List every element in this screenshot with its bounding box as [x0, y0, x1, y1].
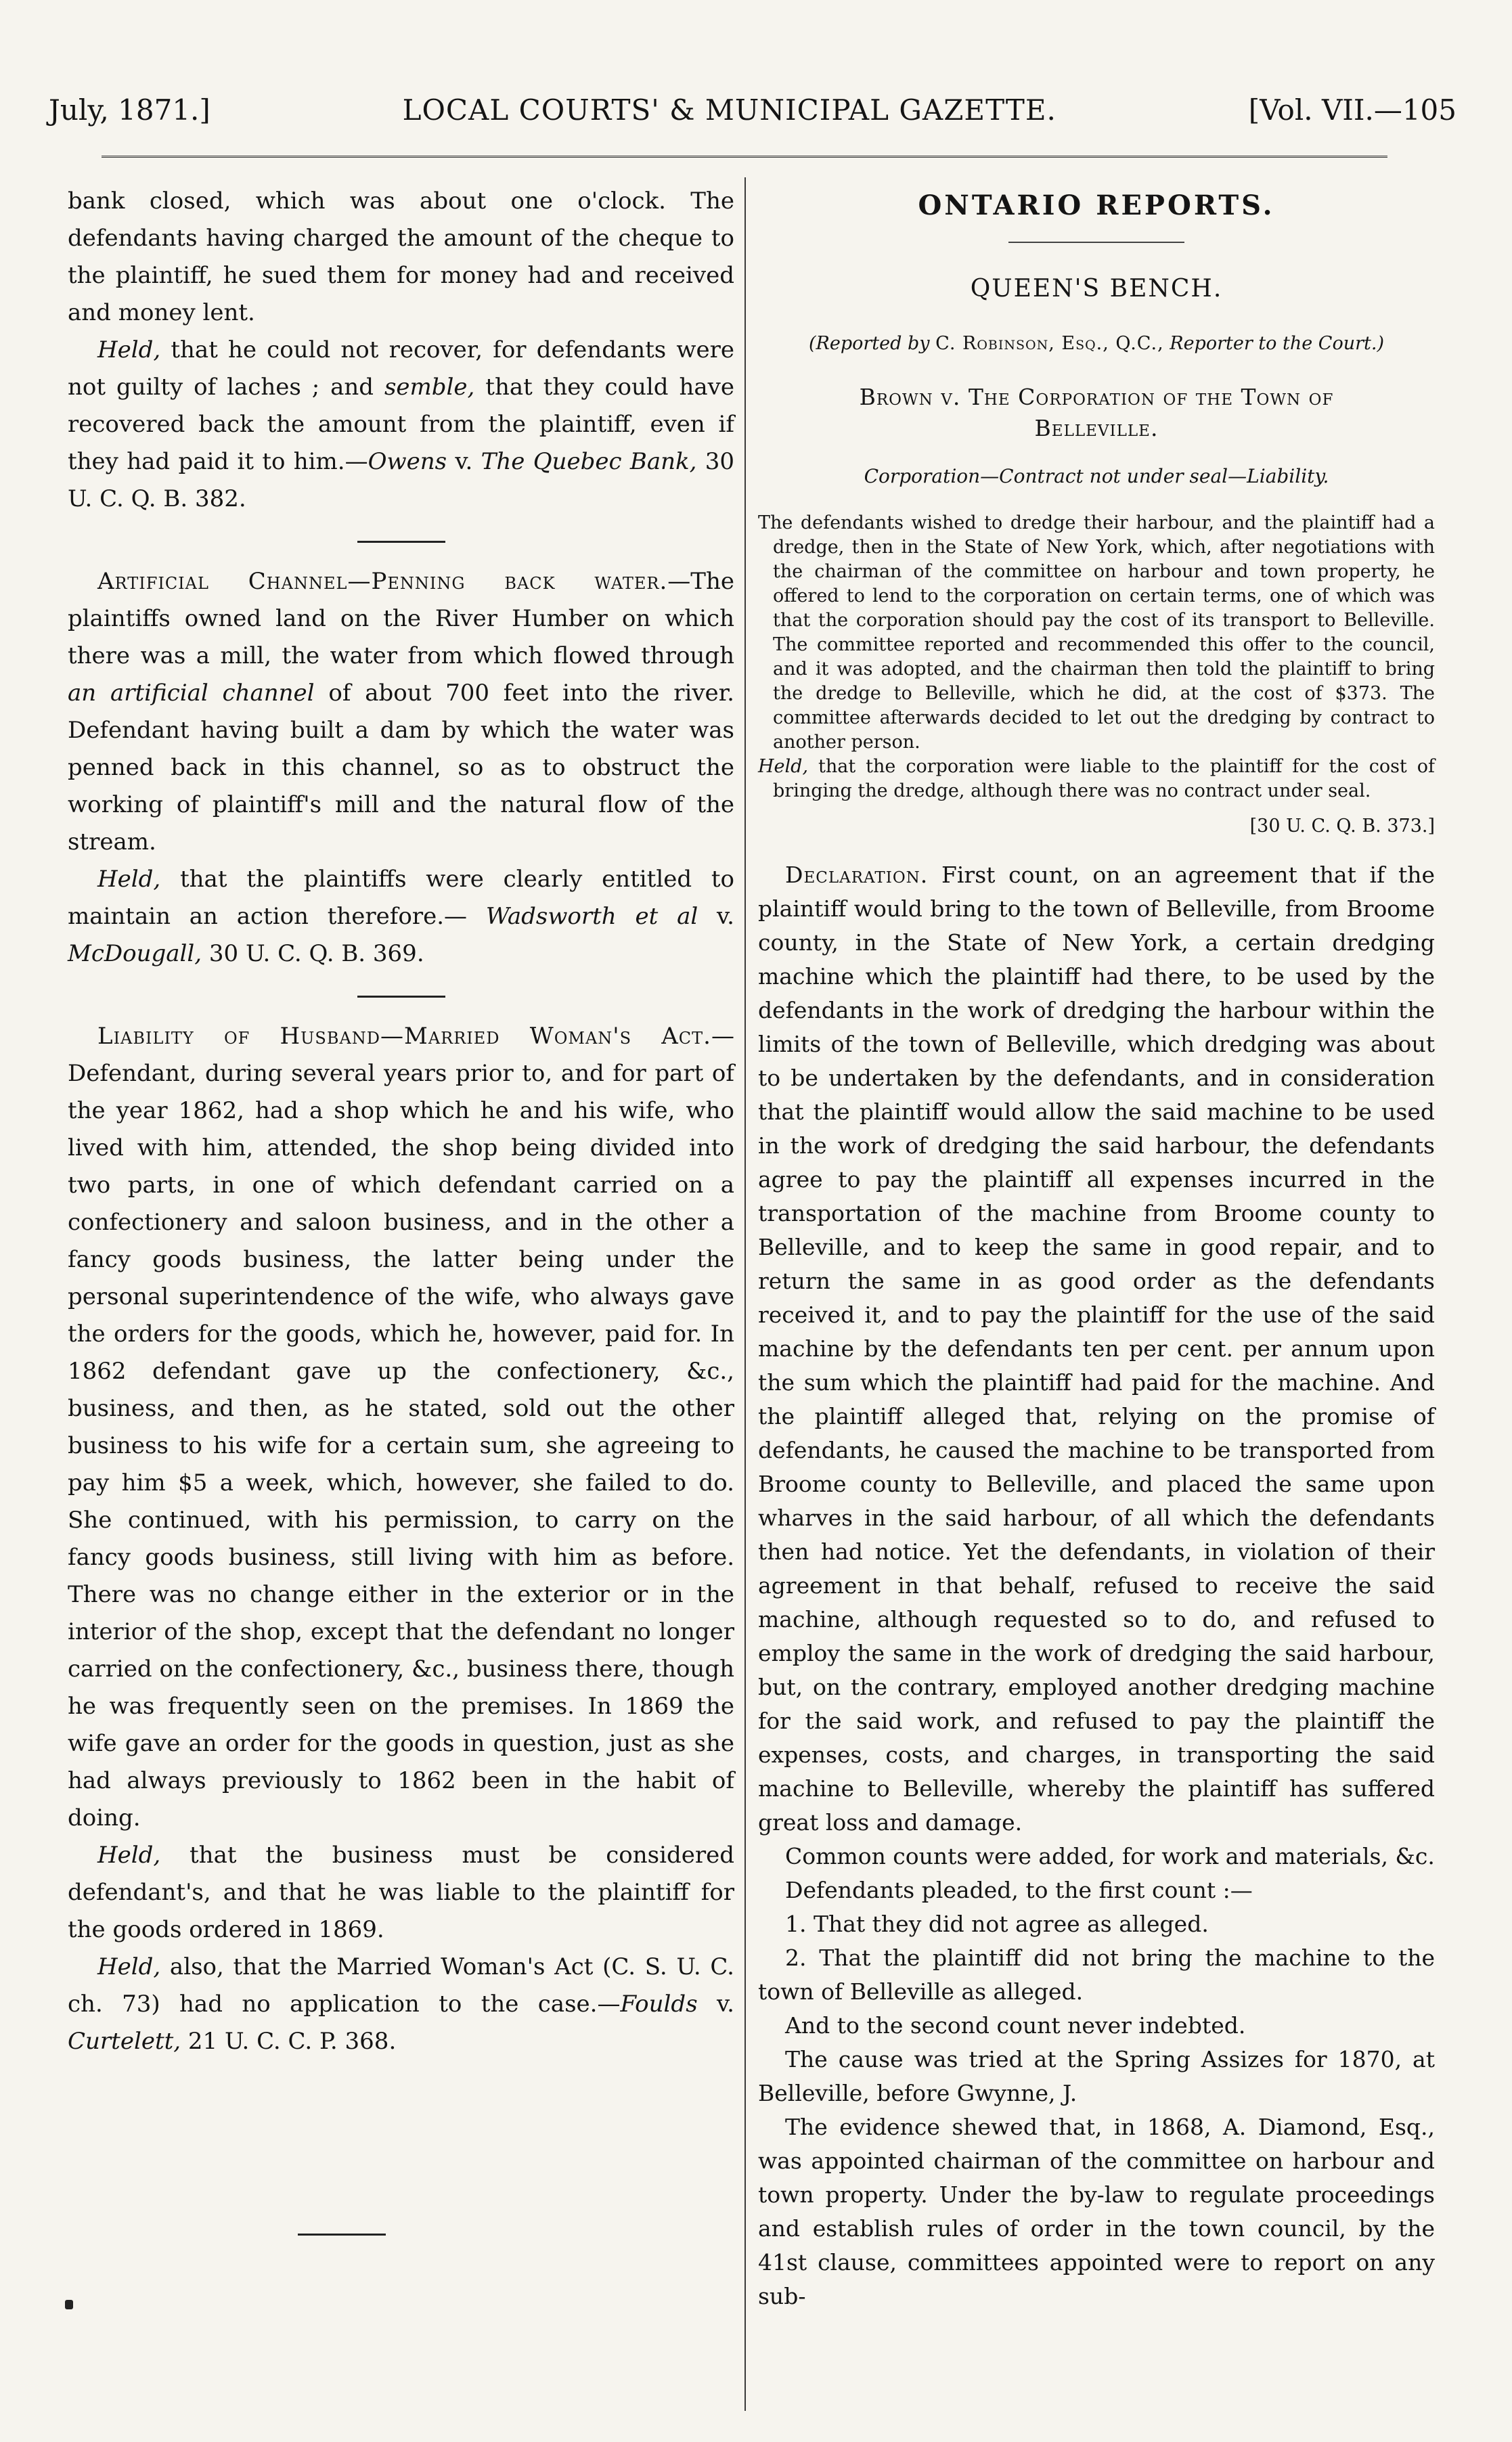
evidence-paragraph: The evidence shewed that, in 1868, A. Diamond, Esq., was appointed chairman of the committee on harbour and town property. Under the by-law to regulate proceedings and establish rules of order in the town council, by the 41st clause, committees appointed were to report on any sub- — [758, 2114, 1435, 2309]
held-label: Held, — [97, 336, 161, 363]
case-citation: 30 U. C. Q. B. 382. — [68, 448, 734, 512]
emphasis-text: an artificial channel — [68, 680, 315, 707]
left-s2-text-a: —The plaintiffs owned land on the River Humber on which there was a mill, the water from which flowed through — [68, 568, 734, 669]
case-title-line-1: Brown v. The Corporation of the Town of — [859, 384, 1334, 410]
section-rule — [357, 996, 445, 998]
judgment-body — [758, 858, 1435, 2313]
reporter-text-b: Reporter to the Court.) — [1163, 333, 1384, 354]
case-name: Wadsworth et al — [485, 903, 698, 930]
header-rule — [102, 156, 1387, 158]
left-s3-text-c: also, that the Married Woman's Act (C. S. U. C. ch. 73) had no application to the case.— — [68, 1953, 734, 2018]
left-section-3-held-2 — [68, 1949, 734, 2060]
held-label: Held, — [97, 1842, 161, 1869]
case-name-2: Curtelett, — [68, 2028, 181, 2055]
head-note-2-text: that the corporation were liable to the plaintiff for the cost of bringing the dredge, although there was no contract under seal. — [773, 756, 1435, 801]
case-v: v. — [698, 903, 734, 930]
left-s2-text-b: of about 700 feet into the river. Defendant having built a dam by which the water was penned back in this channel, so as to obstruct the working of plaintiff's mill and the natural flow of the stream. — [68, 680, 734, 856]
declaration-text: First count, on an agreement that if the plaintiff would bring to the town of Belleville, from Broome county, in the State of New York, a certain dredging machine which the plaintiff had there, to be used by the defendants in the work of dredging the harbour within the limits of the town of Belleville, which dredging was about to be undertaken by the defendants, and in consideration that the plaintiff would allow the said machine to be used in the work of dredging the said harbour, the defendants agree to pay the plaintiff all expenses incurred in the transportation of the machine from Broome county to Belleville, and to keep the same in good repair, and to return the same in as good order as the defendants received it, and to pay the plaintiff for the use of the said machine by the defendants ten per cent. per annum upon the sum which the plaintiff had paid for the machine. And the plaintiff alleged that, relying on the promise of defendants, he caused the machine to be transported from Broome county to Belleville, and placed the same upon wharves in the said harbour, of all which the defendants then had notice. Yet the defendants, in violation of their agreement in that behalf, refused to receive the said machine, although requested so to do, and refused to employ the same in the work of dredging the said harbour, but, on the contrary, employed another dredging machine for the said work, and refused to pay the plaintiff the expenses, costs, and charges, in transporting the said machine to Belleville, whereby the plaintiff has suffered great loss and damage. — [758, 862, 1435, 1836]
court-name: QUEEN'S BENCH. — [970, 275, 1223, 303]
common-counts: Common counts were added, for work and materials, &c. — [785, 1843, 1435, 1869]
section-heading: Liability of Husband—Married Woman's Act. — [97, 1023, 711, 1050]
left-s3-text-b: that the business must be considered defendant's, and that he was liable to the plaintiff for the goods ordered in 1869. — [68, 1842, 734, 1943]
case-name: Owens — [368, 448, 447, 475]
left-section-3 — [68, 1018, 734, 1837]
header-title: LOCAL COURTS' & MUNICIPAL GAZETTE. — [402, 93, 1057, 127]
column-divider — [744, 177, 746, 2411]
left-s3-text-a: —Defendant, during several years prior to, and for part of the year 1862, had a shop which he and his wife, who lived with him, attended, the shop being divided into two parts, in one of which defendant carried on a confectionery and saloon business, and in the other a fancy goods business, the latter being under the personal superintendence of the wife, who always gave the orders for the goods, which he, however, paid for. In 1862 defendant gave up the confectionery, &c., business, and then, as he stated, sold out the other business to his wife for a certain sum, she agreeing to pay him $5 a week, which, however, she failed to do. She continued, with his permission, to carry on the fancy goods business, still living with him as before. There was no change either in the exterior or in the interior of the shop, except that the defendant no longer carried on the confectionery, &c., business there, though he was frequently seen on the premises. In 1869 the wife gave an order for the goods in question, just as she had always previously to 1862 been in the habit of doing. — [68, 1023, 734, 1832]
case-v: v. — [447, 448, 481, 475]
trial-note: The cause was tried at the Spring Assizes for 1870, at Belleville, before Gwynne, J. — [758, 2046, 1435, 2106]
left-column — [68, 183, 734, 2060]
case-title — [758, 382, 1435, 444]
page-header — [49, 93, 1457, 154]
declaration — [758, 858, 1435, 1840]
case-citation: 30 U. C. Q. B. 369. — [202, 940, 424, 967]
title-rule — [1008, 242, 1184, 243]
case-title-line-2: Belleville. — [1034, 415, 1159, 441]
case-name-2: The Quebec Bank, — [481, 448, 697, 475]
case-citation: 21 U. C. C. P. 368. — [181, 2028, 397, 2055]
plea-1: 1. That they did not agree as alleged. — [785, 1911, 1209, 1937]
left-section-3-held-1 — [68, 1837, 734, 1949]
right-column — [758, 183, 1435, 2313]
section-title: ONTARIO REPORTS. — [918, 190, 1275, 221]
held-label: Held, — [97, 866, 161, 893]
plea-3: And to the second count never indebted. — [785, 2012, 1246, 2039]
held-label: Held, — [97, 1953, 161, 1980]
plea-2: 2. That the plaintiff did not bring the machine to the town of Belleville as alleged. — [758, 1945, 1435, 2005]
head-note-2 — [758, 755, 1435, 803]
head-note — [758, 511, 1435, 803]
header-volume: [Vol. VII.—105 — [1248, 93, 1457, 127]
end-rule — [298, 2234, 386, 2236]
left-section-2 — [68, 563, 734, 861]
left-section-2-held — [68, 861, 734, 973]
section-heading: Artificial Channel—Penning back water. — [97, 568, 668, 595]
left-paragraph-2 — [68, 332, 734, 518]
semble-label: semble, — [384, 374, 475, 401]
declaration-label: Declaration. — [785, 862, 929, 888]
ink-smudge — [65, 2300, 73, 2309]
held-label: Held, — [758, 756, 809, 777]
left-paragraph-1: bank closed, which was about one o'clock. The defendants having charged the amount of the cheque to the plaintiff, he sued them for money had and received and money lent. — [68, 187, 734, 326]
left-p2-text-a: that he could not recover, for defendants were not guilty of laches ; and — [68, 336, 734, 401]
head-note-1: The defendants wished to dredge their harbour, and the plaintiff had a dredge, then in the State of New York, which, after negotiations with the chairman of the committee on harbour and town property, he offered to lend to the corporation on certain terms, one of which was that the corporation should pay the cost of its transport to Belleville. The committee reported and recommended this offer to the council, and it was adopted, and the chairman then told the plaintiff to bring the dredge to Belleville, which he did, at the cost of $373. The committee afterwards decided to let out the dredging by contract to another person. — [758, 512, 1435, 753]
case-name-2: McDougall, — [68, 940, 202, 967]
reporter-text-a: (Reported by — [809, 333, 936, 354]
pleas-intro: Defendants pleaded, to the first count :— — [785, 1877, 1253, 1903]
case-citation: [30 U. C. Q. B. 373.] — [1249, 816, 1435, 837]
reporter-name: C. Robinson, Esq., Q.C., — [935, 333, 1164, 354]
left-p2-text-b: that they could have recovered back the amount from the plaintiff, even if they had paid it to him.— — [68, 374, 734, 475]
left-s2-text-c: that the plaintiffs were clearly entitled to maintain an action therefore.— — [68, 866, 734, 930]
case-v: v. — [697, 1991, 734, 2018]
section-rule — [357, 541, 445, 543]
header-date: July, 1871.] — [49, 93, 210, 127]
case-name: Foulds — [620, 1991, 698, 2018]
reporter-line — [758, 330, 1435, 357]
case-topic: Corporation—Contract not under seal—Liability. — [864, 465, 1329, 487]
